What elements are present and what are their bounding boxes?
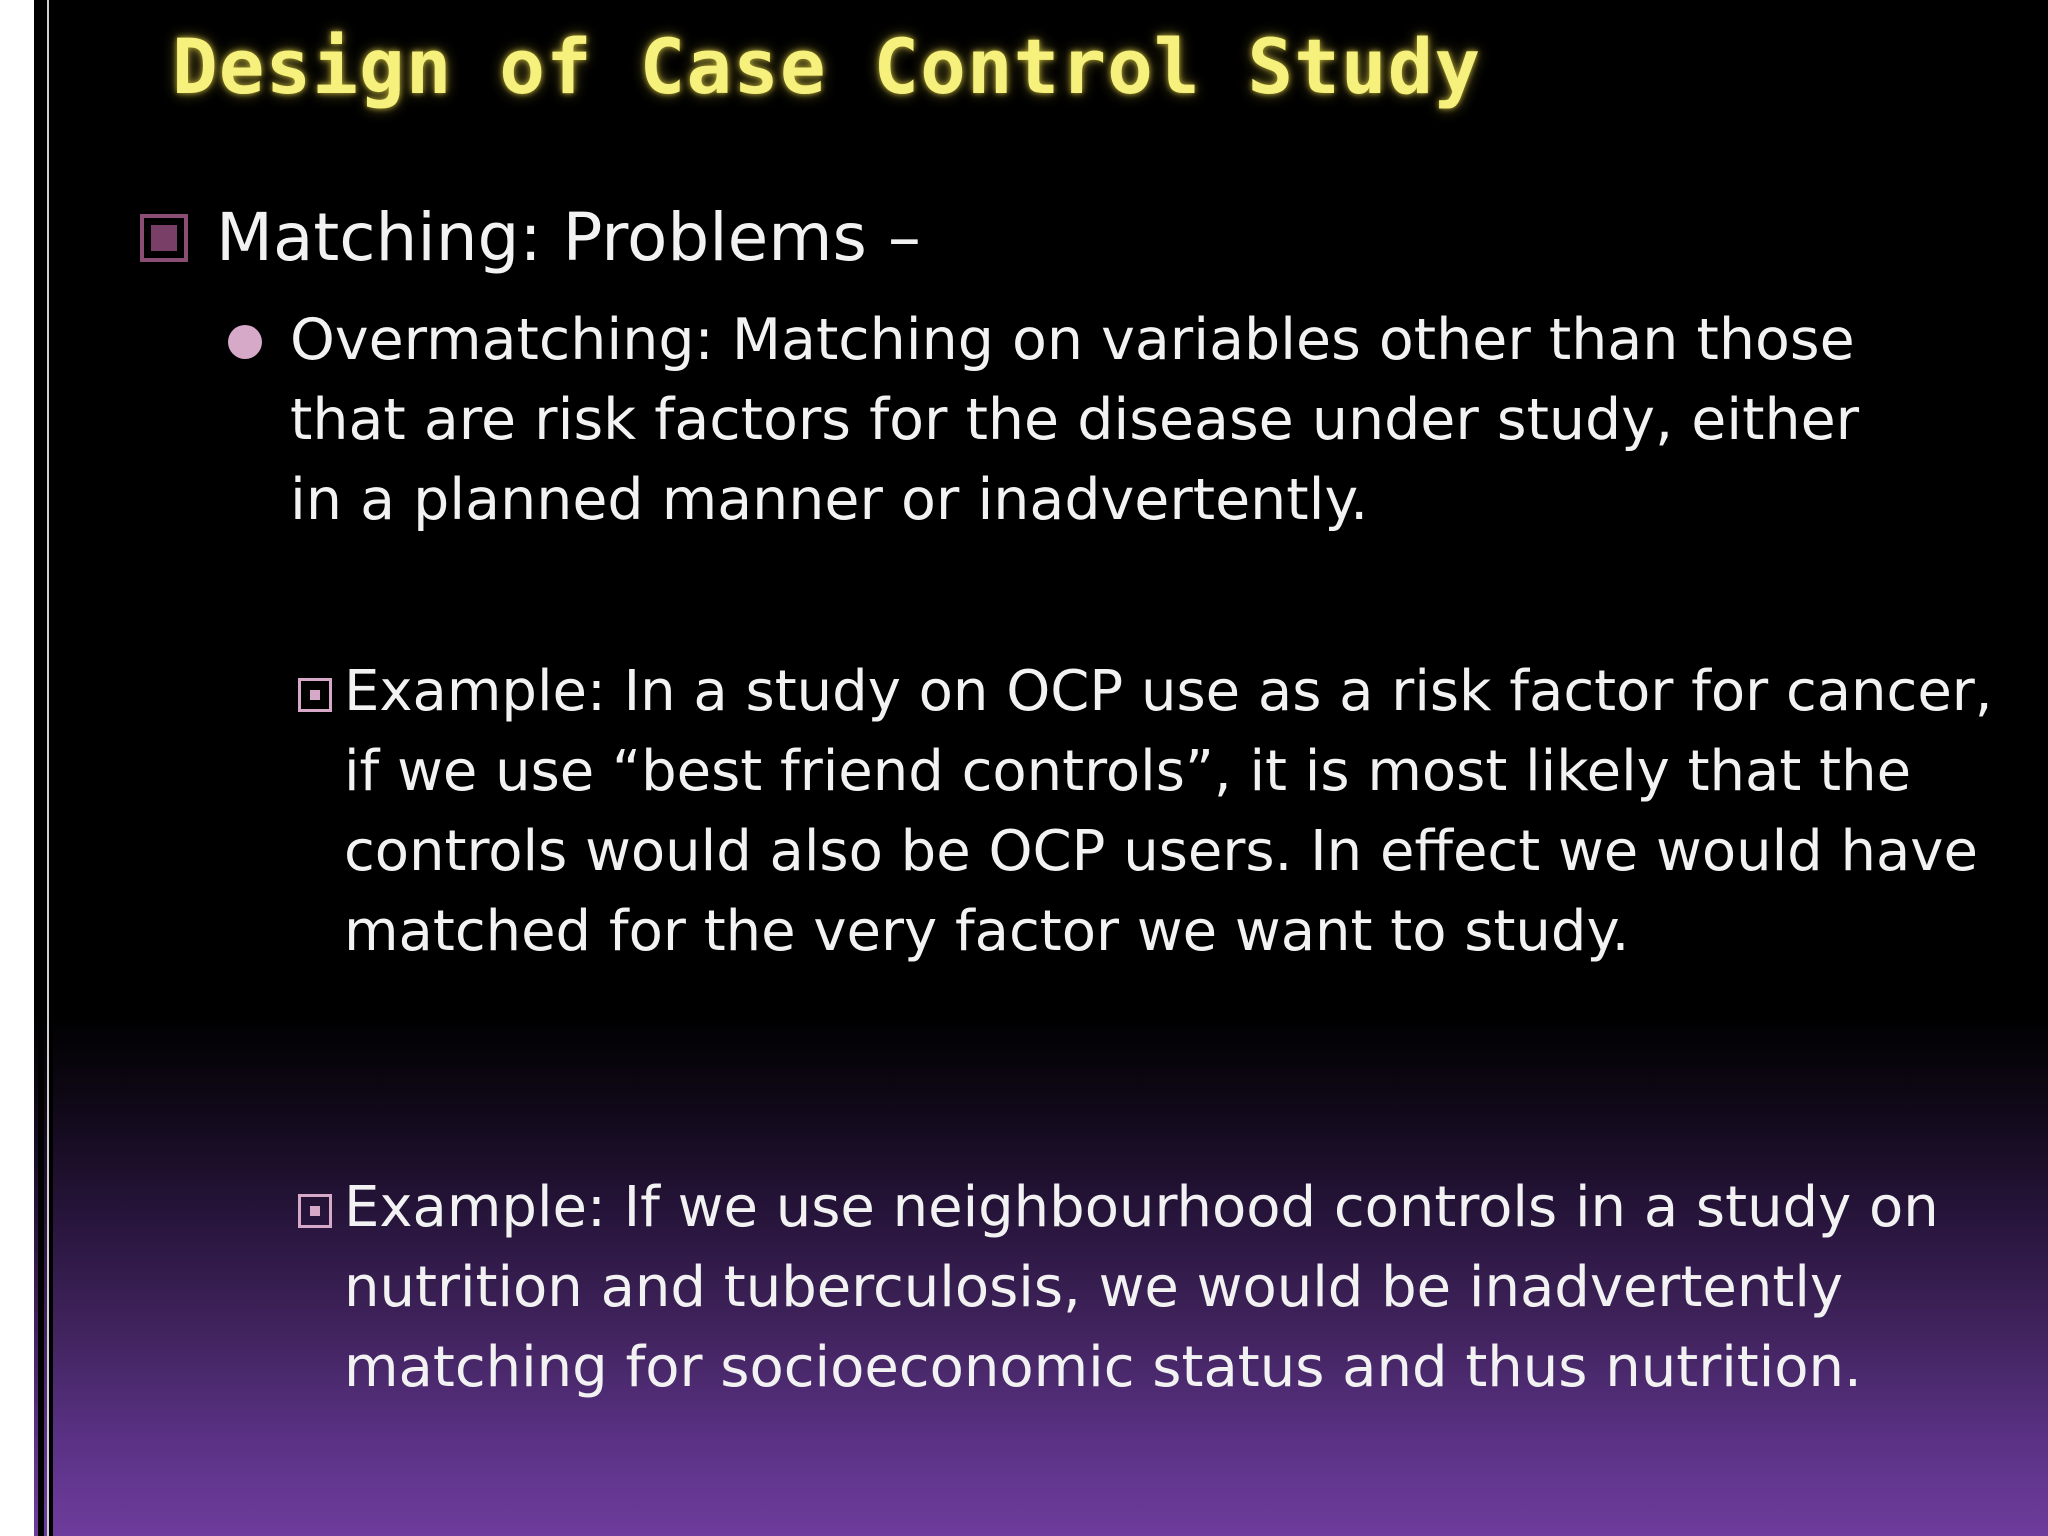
left-rule <box>38 0 44 1536</box>
bullet-text: Example: In a study on OCP use as a risk factor for cancer, if we use “best friend controls”, it is most likely that the controls would also be OCP users. In effect we would have matched for the very factor we want to study. <box>344 659 1993 964</box>
left-margin-band <box>0 0 34 1536</box>
bullet-text: Overmatching: Matching on variables other than those that are risk factors for the disease under study, either in a planned manner or inadvertently. <box>290 307 1860 533</box>
bullet-text: Matching: Problems – <box>216 199 921 276</box>
left-rule <box>49 0 53 1536</box>
bullet-level-3-example-2 <box>298 1168 1998 1408</box>
small-square-bullet-icon <box>298 678 332 712</box>
square-bullet-icon <box>140 214 188 262</box>
bullet-text: Example: If we use neighbourhood controls in a study on nutrition and tuberculosis, we would be inadvertently matching for socioeconomic status and thus nutrition. <box>344 1175 1939 1400</box>
small-square-bullet-icon <box>298 1194 332 1228</box>
slide-title: Design of Case Control Study <box>172 22 1482 111</box>
bullet-level-1 <box>140 198 921 278</box>
round-bullet-icon <box>228 325 262 359</box>
bullet-level-2 <box>228 300 1928 540</box>
bullet-level-3-example-1 <box>298 652 1998 972</box>
